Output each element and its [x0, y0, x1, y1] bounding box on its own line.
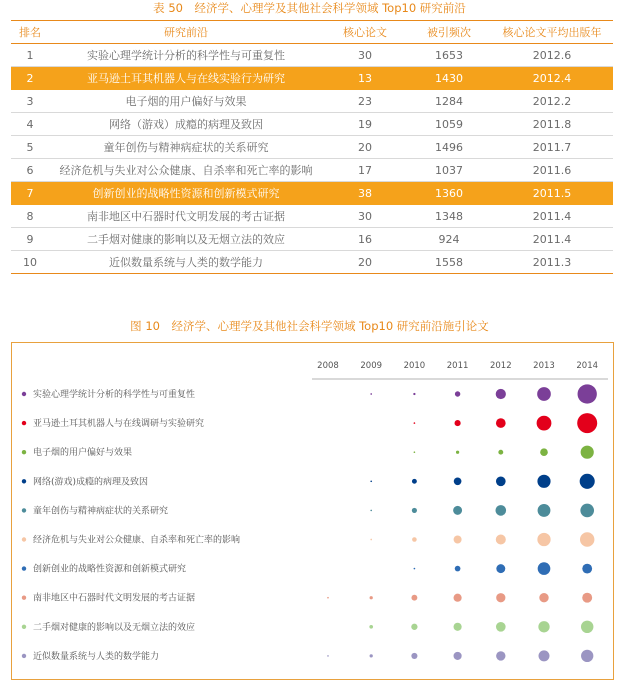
cell-core-papers: 23 [323, 90, 407, 113]
bubble-mark [454, 623, 462, 631]
cell-rank: 1 [11, 44, 49, 67]
bubble-mark [539, 593, 548, 602]
bubble-mark [538, 504, 551, 517]
bubble-mark [454, 477, 462, 485]
bubble-mark [537, 416, 552, 431]
cell-research-front: 近似数量系统与人类的数学能力 [49, 251, 323, 274]
research-fronts-table [11, 20, 613, 274]
table-row [11, 205, 613, 228]
bubble-mark [414, 422, 416, 424]
cell-research-front: 创新创业的战略性资源和创新模式研究 [49, 182, 323, 205]
bubble-mark [455, 566, 461, 572]
series-label: 网络(游戏)成瘾的病理及致因 [33, 477, 149, 488]
series-label: 创新创业的战略性资源和创新模式研究 [33, 564, 187, 575]
cell-mean-year: 2011.3 [491, 251, 613, 274]
bubble-mark [538, 621, 549, 632]
legend-dot [22, 566, 26, 570]
cell-core-papers: 20 [323, 251, 407, 274]
cell-rank: 4 [11, 113, 49, 136]
bubble-mark [538, 562, 551, 575]
bubble-mark [453, 506, 462, 515]
bubble-mark [456, 451, 459, 454]
bubble-mark [537, 475, 550, 488]
series-label: 二手烟对健康的影响以及无烟立法的效应 [33, 622, 196, 633]
bubble-mark [414, 568, 416, 570]
table-caption: 表 50 经济学、心理学及其他社会科学领域 Top10 研究前沿 [153, 1, 466, 15]
header-research-front: 研究前沿 [49, 21, 323, 44]
cell-citations: 1496 [407, 136, 491, 159]
cell-rank: 6 [11, 159, 49, 182]
bubble-mark [496, 476, 506, 486]
bubble-mark [454, 652, 462, 660]
cell-citations: 1360 [407, 182, 491, 205]
legend-dot [22, 392, 26, 396]
cell-core-papers: 13 [323, 67, 407, 90]
bubble-mark [454, 536, 462, 544]
bubble-mark [496, 418, 506, 428]
year-tick-label: 2008 [317, 361, 339, 371]
bubble-mark [413, 393, 415, 395]
bubble-mark [369, 625, 373, 629]
cell-citations: 1037 [407, 159, 491, 182]
bubble-mark [498, 450, 503, 455]
bubble-mark [496, 622, 506, 632]
cell-rank: 9 [11, 228, 49, 251]
legend-dot [22, 625, 26, 629]
cell-core-papers: 30 [323, 205, 407, 228]
cell-research-front: 网络（游戏）成瘾的病理及致因 [49, 113, 323, 136]
bubble-mark [370, 654, 373, 657]
bubble-mark [582, 593, 592, 603]
legend-dot [22, 654, 26, 658]
cell-citations: 1430 [407, 67, 491, 90]
bubble-mark [455, 391, 460, 396]
legend-dot [22, 421, 26, 425]
bubble-mark [540, 448, 548, 456]
cell-mean-year: 2011.6 [491, 159, 613, 182]
bubble-mark [580, 474, 595, 489]
bubble-mark [577, 413, 597, 433]
bubble-mark [370, 510, 372, 512]
table-header-row [11, 21, 613, 44]
cell-rank: 8 [11, 205, 49, 228]
bubble-mark [581, 621, 593, 633]
bubble-mark [537, 533, 550, 546]
bubble-mark [411, 595, 417, 601]
cell-mean-year: 2012.6 [491, 44, 613, 67]
series-label: 近似数量系统与人类的数学能力 [33, 651, 160, 662]
cell-research-front: 亚马逊土耳其机器人与在线实验行为研究 [49, 67, 323, 90]
series-label: 经济危机与失业对公众健康、自杀率和死亡率的影响 [33, 535, 241, 546]
table-row [11, 182, 613, 205]
cell-rank: 5 [11, 136, 49, 159]
cell-mean-year: 2011.5 [491, 182, 613, 205]
year-tick-label: 2011 [446, 361, 469, 371]
bubble-mark [496, 593, 505, 602]
bubble-mark [370, 596, 373, 599]
bubble-mark [496, 534, 506, 544]
header-rank: 排名 [11, 21, 49, 44]
bubble-mark [539, 650, 550, 661]
cell-citations: 1348 [407, 205, 491, 228]
table-row [11, 136, 613, 159]
bubble-mark [582, 564, 592, 574]
bubble-mark [581, 650, 593, 662]
legend-dot [22, 596, 26, 600]
cell-mean-year: 2011.7 [491, 136, 613, 159]
header-mean-year: 核心论文平均出版年 [491, 21, 613, 44]
bubble-mark [496, 389, 506, 399]
bubble-chart [12, 343, 613, 679]
cell-mean-year: 2012.2 [491, 90, 613, 113]
cell-research-front: 电子烟的用户偏好与效果 [49, 90, 323, 113]
bubble-mark [370, 393, 372, 395]
cell-research-front: 南非地区中石器时代文明发展的考古证据 [49, 205, 323, 228]
figure-caption: 图 10 经济学、心理学及其他社会科学领域 Top10 研究前沿施引论文 [130, 319, 489, 333]
table-row [11, 113, 613, 136]
year-tick-label: 2010 [403, 361, 426, 371]
cell-citations: 1558 [407, 251, 491, 274]
table-row [11, 44, 613, 67]
bubble-mark [581, 446, 594, 459]
legend-dot [22, 450, 26, 454]
bubble-chart-frame [11, 342, 614, 680]
table-row [11, 67, 613, 90]
cell-research-front: 童年创伤与精神病症状的关系研究 [49, 136, 323, 159]
cell-rank: 3 [11, 90, 49, 113]
bubble-mark [455, 420, 461, 426]
bubble-mark [412, 479, 417, 484]
cell-mean-year: 2011.4 [491, 228, 613, 251]
header-core-papers: 核心论文 [323, 21, 407, 44]
bubble-mark [370, 539, 372, 541]
cell-citations: 924 [407, 228, 491, 251]
table-row [11, 159, 613, 182]
cell-research-front: 经济危机与失业对公众健康、自杀率和死亡率的影响 [49, 159, 323, 182]
bubble-mark [454, 594, 462, 602]
cell-core-papers: 20 [323, 136, 407, 159]
cell-rank: 10 [11, 251, 49, 274]
legend-dot [22, 479, 26, 483]
cell-core-papers: 16 [323, 228, 407, 251]
bubble-mark [327, 655, 329, 657]
legend-dot [22, 508, 26, 512]
cell-citations: 1059 [407, 113, 491, 136]
bubble-mark [580, 504, 594, 518]
bubble-mark [496, 505, 507, 516]
table-row [11, 90, 613, 113]
series-label: 童年创伤与精神病症状的关系研究 [33, 506, 169, 517]
bubble-mark [411, 653, 417, 659]
series-label: 实验心理学统计分析的科学性与可重复性 [33, 390, 196, 400]
cell-core-papers: 38 [323, 182, 407, 205]
bubble-mark [414, 451, 416, 453]
year-tick-label: 2012 [489, 361, 512, 371]
year-tick-label: 2013 [533, 361, 555, 371]
cell-core-papers: 30 [323, 44, 407, 67]
table-row [11, 228, 613, 251]
bubble-mark [327, 597, 329, 599]
bubble-mark [496, 651, 505, 660]
header-citations: 被引频次 [407, 21, 491, 44]
cell-citations: 1653 [407, 44, 491, 67]
bubble-mark [412, 537, 417, 542]
cell-research-front: 实验心理学统计分析的科学性与可重复性 [49, 44, 323, 67]
series-label: 南非地区中石器时代文明发展的考古证据 [33, 593, 196, 604]
cell-mean-year: 2011.4 [491, 205, 613, 228]
bubble-mark [580, 532, 594, 546]
series-label: 电子烟的用户偏好与效果 [33, 448, 133, 459]
cell-core-papers: 17 [323, 159, 407, 182]
cell-rank: 2 [11, 67, 49, 90]
cell-rank: 7 [11, 182, 49, 205]
cell-citations: 1284 [407, 90, 491, 113]
cell-mean-year: 2012.4 [491, 67, 613, 90]
bubble-mark [370, 480, 372, 482]
bubble-mark [412, 508, 417, 513]
cell-research-front: 二手烟对健康的影响以及无烟立法的效应 [49, 228, 323, 251]
bubble-mark [537, 387, 551, 401]
cell-core-papers: 19 [323, 113, 407, 136]
table-row [11, 251, 613, 274]
bubble-mark [496, 564, 505, 573]
bubble-mark [411, 624, 417, 630]
cell-mean-year: 2011.8 [491, 113, 613, 136]
year-tick-label: 2009 [360, 361, 383, 371]
year-tick-label: 2014 [576, 361, 599, 371]
legend-dot [22, 537, 26, 541]
series-label: 亚马逊土耳其机器人与在线调研与实验研究 [33, 419, 205, 430]
bubble-mark [578, 384, 597, 403]
